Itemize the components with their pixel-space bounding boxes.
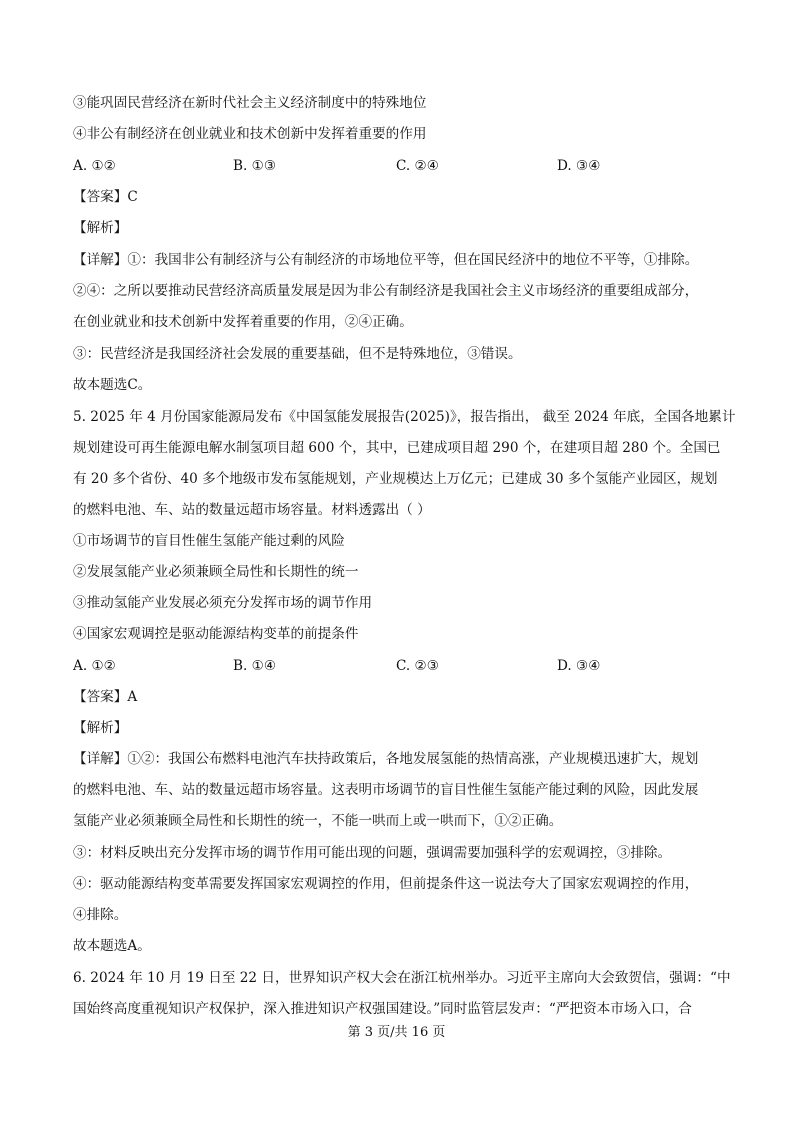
question-5-stem: 的燃料电池、车、站的数量远超市场容量。材料透露出（ ） <box>73 502 431 518</box>
question-6-stem: 国始终高度重视知识产权保护，深入推进知识产权强国建设。”同时监管层发声：“严把资本市场入口，合 <box>73 1001 692 1017</box>
statement-1: ①市场调节的盲目性催生氢能产能过剩的风险 <box>73 533 345 549</box>
option-c[interactable]: C. ②④ <box>396 158 439 174</box>
detail-line: ④排除。 <box>73 907 128 923</box>
option-a[interactable]: A. ①② <box>73 658 116 674</box>
detail-line: 【详解】①：我国非公有制经济与公有制经济的市场地位平等，但在国民经济中的地位不平等，①排除。 <box>73 252 699 268</box>
analysis-label: 【解析】 <box>73 720 128 736</box>
statement-3: ③能巩固民营经济在新时代社会主义经济制度中的特殊地位 <box>73 95 427 111</box>
detail-line: ③：材料反映出充分发挥市场的调节作用可能出现的问题，强调需要加强科学的宏观调控，③排除。 <box>73 845 672 861</box>
statement-2: ②发展氢能产业必须兼顾全局性和长期性的统一 <box>73 564 359 580</box>
conclusion: 故本题选C。 <box>73 377 152 393</box>
question-6-stem: 6. 2024 年 10 月 19 日至 22 日，世界知识产权大会在浙江杭州举办。习近平主席向大会致贺信，强调：“中 <box>73 970 731 986</box>
detail-line: ④：驱动能源结构变革需要发挥国家宏观调控的作用，但前提条件这一说法夸大了国家宏观调控的作用， <box>73 876 699 892</box>
question-5-stem: 规划建设可再生能源电解水制氢项目超 600 个，其中，已建成项目超 290 个，在建项目超 280 个。全国已 <box>73 440 721 456</box>
detail-line: 氢能产业必须兼顾全局性和长期性的统一，不能一哄而上或一哄而下，①②正确。 <box>73 813 563 829</box>
question-5-stem: 5. 2025 年 4 月份国家能源局发布《中国氢能发展报告(2025)》，报告指出， 截至 2024 年底，全国各地累计 <box>73 409 736 425</box>
detail-line: 【详解】①②：我国公布燃料电池汽车扶持政策后，各地发展氢能的热情高涨，产业规模迅速扩大，规划 <box>73 751 699 767</box>
detail-line: ③：民营经济是我国经济社会发展的重要基础，但不是特殊地位，③错误。 <box>73 346 522 362</box>
statement-4: ④国家宏观调控是驱动能源结构变革的前提条件 <box>73 626 359 642</box>
option-a[interactable]: A. ①② <box>73 158 116 174</box>
answer: 【答案】C <box>73 189 138 205</box>
page-number: 第 3 页/共 16 页 <box>347 1025 446 1040</box>
answer: 【答案】A <box>73 689 138 705</box>
detail-line: 在创业就业和技术创新中发挥着重要的作用，②④正确。 <box>73 314 413 330</box>
question-5-stem: 有 20 多个省份、40 多个地级市发布氢能规划，产业规模达上万亿元；已建成 30 多个氢能产业园区，规划 <box>73 471 718 487</box>
option-c[interactable]: C. ②③ <box>396 658 439 674</box>
option-d[interactable]: D. ③④ <box>557 158 601 174</box>
statement-4: ④非公有制经济在创业就业和技术创新中发挥着重要的作用 <box>73 126 427 142</box>
option-b[interactable]: B. ①④ <box>233 658 277 674</box>
detail-line: ②④：之所以要推动民营经济高质量发展是因为非公有制经济是我国社会主义市场经济的重要组成部分， <box>73 283 699 299</box>
analysis-label: 【解析】 <box>73 220 128 236</box>
statement-3: ③推动氢能产业发展必须充分发挥市场的调节作用 <box>73 595 373 611</box>
option-b[interactable]: B. ①③ <box>233 158 277 174</box>
conclusion: 故本题选A。 <box>73 938 151 954</box>
detail-line: 的燃料电池、车、站的数量远超市场容量。这表明市场调节的盲目性催生氢能产能过剩的风险，因此发展 <box>73 782 699 798</box>
option-d[interactable]: D. ③④ <box>557 658 601 674</box>
